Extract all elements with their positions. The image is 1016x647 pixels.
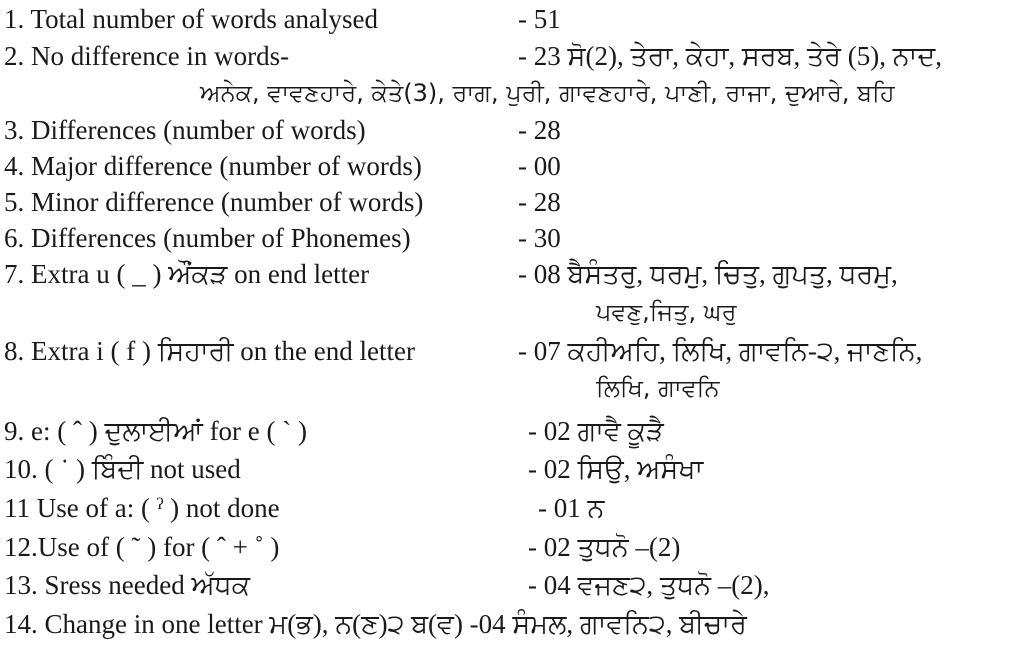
list-item-value: - 30 <box>518 223 561 253</box>
list-item-value: - 02 ਤੁਧਨੋ –(2) <box>528 532 681 562</box>
list-item-value: - 07 ਕਹੀਅਹਿ, ਲਿਖਿ, ਗਾਵਨਿ-੨, ਜਾਣਨਿ, <box>518 336 923 366</box>
list-item-label: 3. Differences (number of words) <box>4 115 366 145</box>
list-item-label: 5. Minor difference (number of words) <box>4 187 424 217</box>
list-item-label: 9. e: ( ˆ ) ਦੁਲਾਈਆਂ for e ( ˋ ) <box>4 416 308 446</box>
list-item-value: - 00 <box>518 151 561 181</box>
list-item-label: 1. Total number of words analysed <box>4 4 379 34</box>
list-item-label: 13. Sress needed ਅੱਧਕ <box>4 570 251 600</box>
list-item-label: 6. Differences (number of Phonemes) <box>4 223 411 253</box>
list-item-value: - 01 ਨ <box>538 493 605 523</box>
list-item-value: - 28 <box>518 187 561 217</box>
list-item-label: 10. ( ˙ ) ਬਿੰਦੀ not used <box>4 454 241 484</box>
list-item-label: 11 Use of a: ( ˀ ) not done <box>4 493 280 523</box>
list-item-continuation: ਅਨੇਕ, ਵਾਵਣਹਾਰੇ, ਕੇਤੇ(3), ਰਾਗ, ਪੁਰੀ, ਗਾਵਣਹਾਰੇ, ਪਾਣੀ, ਰਾਜਾ, ਦੁਆਰੇ, ਬਹਿ <box>200 79 895 107</box>
list-item-value: - 02 ਗਾਵੈ ਕੂੜੈ <box>528 416 664 446</box>
list-item-label: 2. No difference in words- <box>4 41 290 71</box>
list-item-continuation: ਪਵਣੁ,ਜਿਤੁ, ਘਰੁ <box>596 298 737 326</box>
list-item-value: - 51 <box>518 4 561 34</box>
list-item-value: - 02 ਸਿਉ, ਅਸੰਖਾ <box>528 454 704 484</box>
list-item-label: 14. Change in one letter ਮ(ਭ), ਨ(ਣ)੨ ਬ(ਵ) -04 ਸੰਮਲ, ਗਾਵਨਿ੨, ਬੀਚਾਰੇ <box>4 609 747 639</box>
list-item-label: 12.Use of ( ˜ ) for ( ˆ + ˚ ) <box>4 532 280 562</box>
list-item-label: 7. Extra u ( _ ) ਔਂਕੜ on end letter <box>4 259 370 289</box>
list-item-label: 8. Extra i ( f ) ਸਿਹਾਰੀ on the end letter <box>4 336 415 366</box>
list-item-value: - 28 <box>518 115 561 145</box>
list-item-value: - 23 ਸੋ(2), ਤੇਰਾ, ਕੇਹਾ, ਸਰਬ, ਤੇਰੇ (5), ਨਾਦ, <box>518 41 942 71</box>
list-item-continuation: ਲਿਖਿ, ਗਾਵਨਿ <box>596 374 720 402</box>
list-item-label: 4. Major difference (number of words) <box>4 151 422 181</box>
list-item-value: - 04 ਵਜਣ੨, ਤੁਧਨੋ –(2), <box>528 570 770 600</box>
list-item-value: - 08 ਬੈਸੰਤਰੁ, ਧਰਮੁ, ਚਿਤੁ, ਗੁਪਤੁ, ਧਰਮੁ, <box>518 259 898 289</box>
